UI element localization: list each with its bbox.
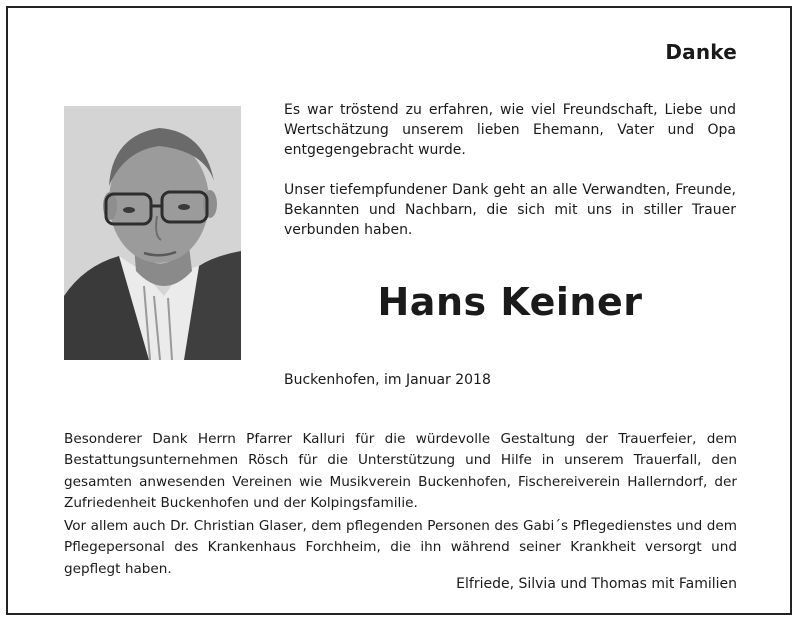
portrait-photo: [64, 106, 241, 360]
thanks-paragraph-2: Vor allem auch Dr. Christian Glaser, dem pflegenden Personen des Gabi´s Pflegedienstes und dem Pflegepersonal des Krankenhaus Forchheim, die ihn während seiner Krankheit versorgt und gepflegt haben.: [64, 518, 737, 577]
thanks-paragraph-1: Besonderer Dank Herrn Pfarrer Kalluri für die würdevolle Gestaltung der Trauerfeier, dem Bestattungsunternehmen Rösch für die Unterstützung und Hilfe in unserem Trauerfall, den gesamten anwesenden Vereinen wie Musikverein Buckenhofen, Fischereiverein Hallerndorf, der Zufriedenheit Buckenhofen und der Kolpingsfamilie.: [64, 431, 737, 511]
notice-heading: Danke: [665, 40, 737, 64]
deceased-name: Hans Keiner: [377, 280, 643, 324]
place-date: Buckenhofen, im Januar 2018: [284, 372, 491, 388]
intro-paragraph-1: Es war tröstend zu erfahren, wie viel Freundschaft, Liebe und Wertschätzung unserem lieben Ehemann, Vater und Opa entgegengebracht wurde.: [284, 102, 736, 158]
intro-paragraph-2: Unser tiefempfundener Dank geht an alle Verwandten, Freunde, Bekannten und Nachbarn, die sich mit uns in stiller Trauer verbunden haben.: [284, 182, 736, 238]
signature: Elfriede, Silvia und Thomas mit Familien: [456, 576, 737, 592]
